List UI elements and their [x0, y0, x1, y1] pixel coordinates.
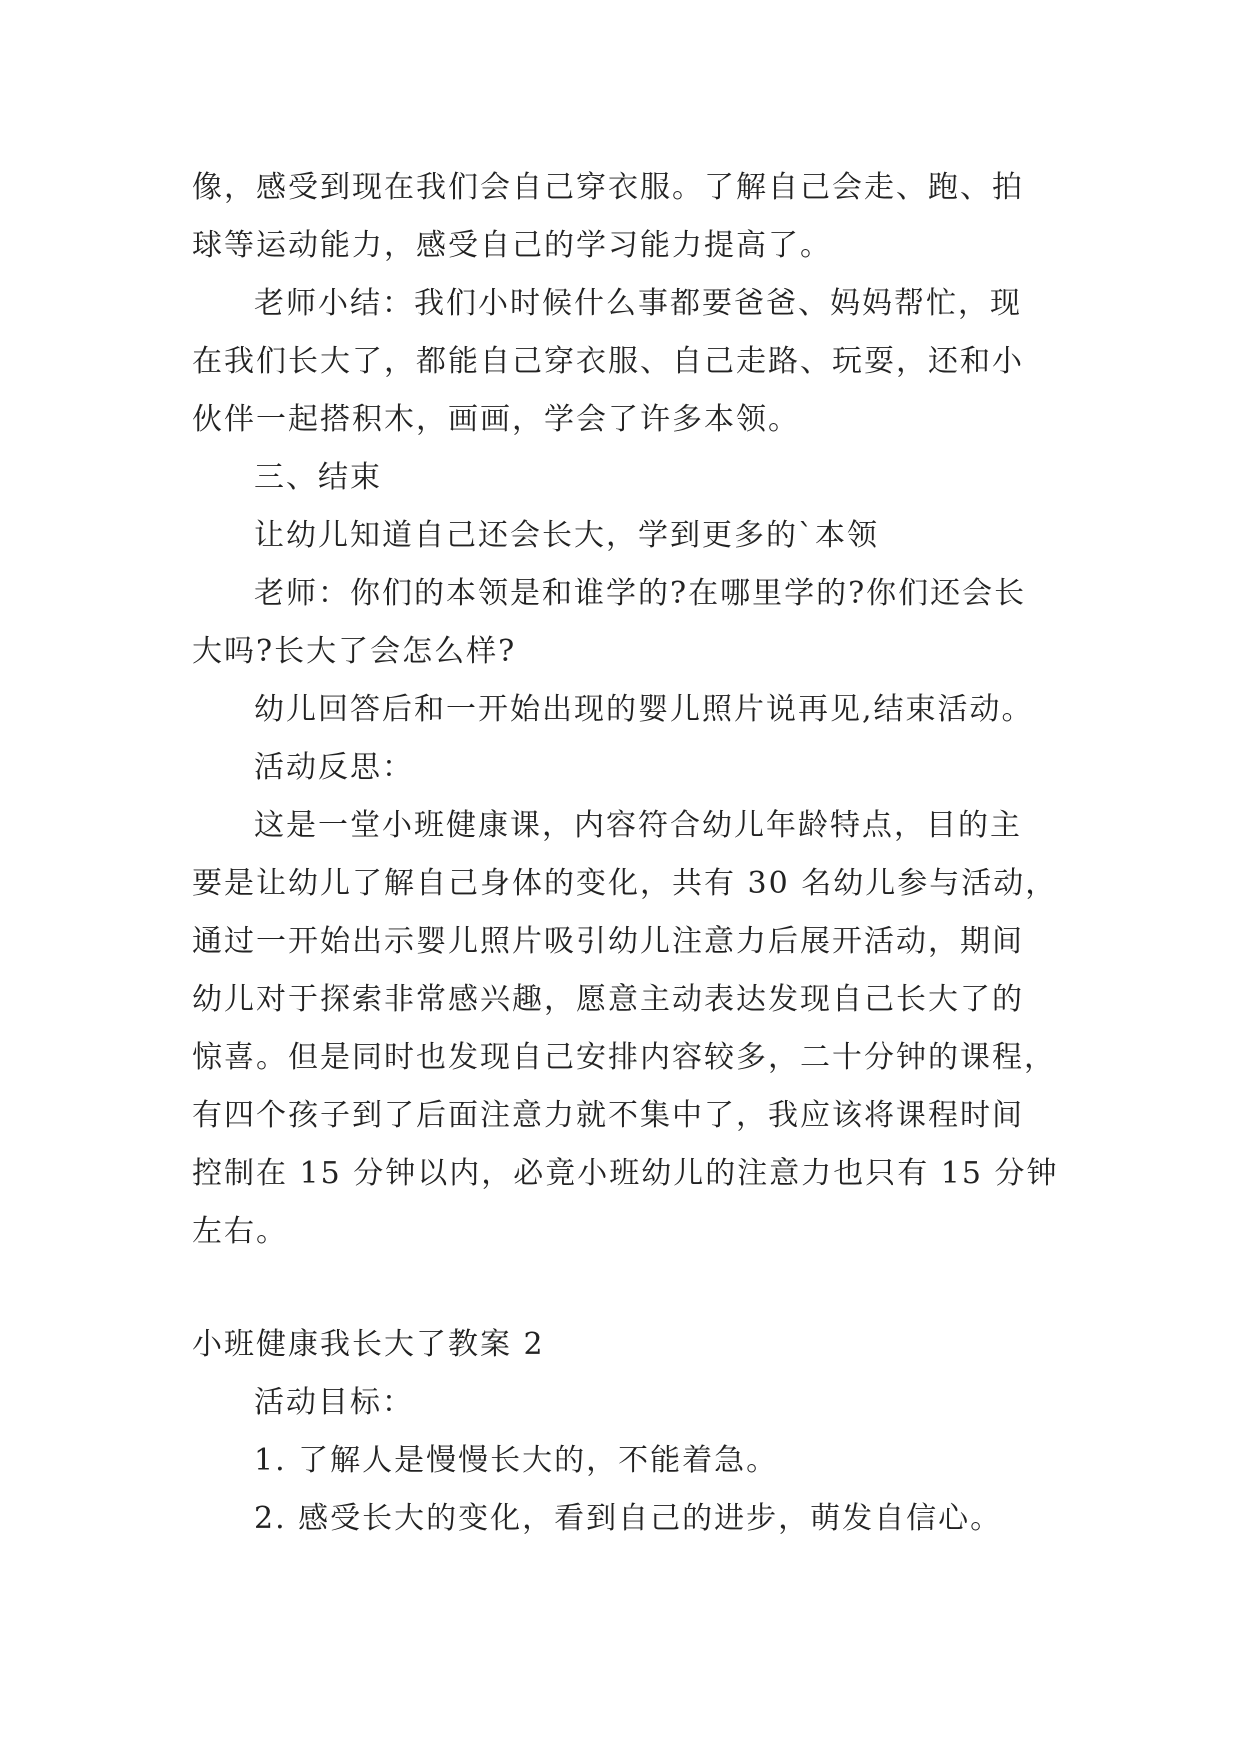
- paragraph-line: 惊喜。但是同时也发现自己安排内容较多，二十分钟的课程，: [192, 1040, 1056, 1075]
- list-item: 2. 感受长大的变化，看到自己的进步，萌发自信心。: [254, 1501, 1003, 1536]
- paragraph-line: 像，感受到现在我们会自己穿衣服。了解自己会走、跑、拍: [192, 170, 1024, 205]
- paragraph-line: 左右。: [192, 1214, 288, 1249]
- paragraph-line: 老师小结：我们小时候什么事都要爸爸、妈妈帮忙，现: [254, 286, 1022, 321]
- paragraph-line: 这是一堂小班健康课，内容符合幼儿年龄特点，目的主: [254, 808, 1022, 843]
- paragraph-line: 通过一开始出示婴儿照片吸引幼儿注意力后展开活动，期间: [192, 924, 1024, 959]
- list-item: 1. 了解人是慢慢长大的，不能着急。: [254, 1443, 779, 1478]
- document-title: 小班健康我长大了教案 2: [192, 1327, 545, 1362]
- paragraph-line: 有四个孩子到了后面注意力就不集中了，我应该将课程时间: [192, 1098, 1024, 1133]
- paragraph-line: 幼儿回答后和一开始出现的婴儿照片说再见,结束活动。: [254, 692, 1034, 727]
- paragraph-line: 控制在 15 分钟以内，必竟小班幼儿的注意力也只有 15 分钟: [192, 1156, 1059, 1191]
- paragraph-line: 球等运动能力，感受自己的学习能力提高了。: [192, 228, 832, 263]
- section-heading: 活动目标：: [254, 1385, 414, 1420]
- paragraph-line: 要是让幼儿了解自己身体的变化，共有 30 名幼儿参与活动，: [192, 866, 1058, 901]
- paragraph-line: 让幼儿知道自己还会长大，学到更多的`本领: [254, 518, 879, 553]
- paragraph-line: 大吗?长大了会怎么样?: [192, 634, 517, 669]
- section-heading: 三、结束: [254, 460, 382, 495]
- paragraph-line: 幼儿对于探索非常感兴趣，愿意主动表达发现自己长大了的: [192, 982, 1024, 1017]
- paragraph-line: 老师：你们的本领是和谁学的?在哪里学的?你们还会长: [254, 576, 1027, 611]
- paragraph-line: 伙伴一起搭积木，画画，学会了许多本领。: [192, 402, 800, 437]
- section-heading: 活动反思：: [254, 750, 414, 785]
- paragraph-line: 在我们长大了，都能自己穿衣服、自己走路、玩耍，还和小: [192, 344, 1024, 379]
